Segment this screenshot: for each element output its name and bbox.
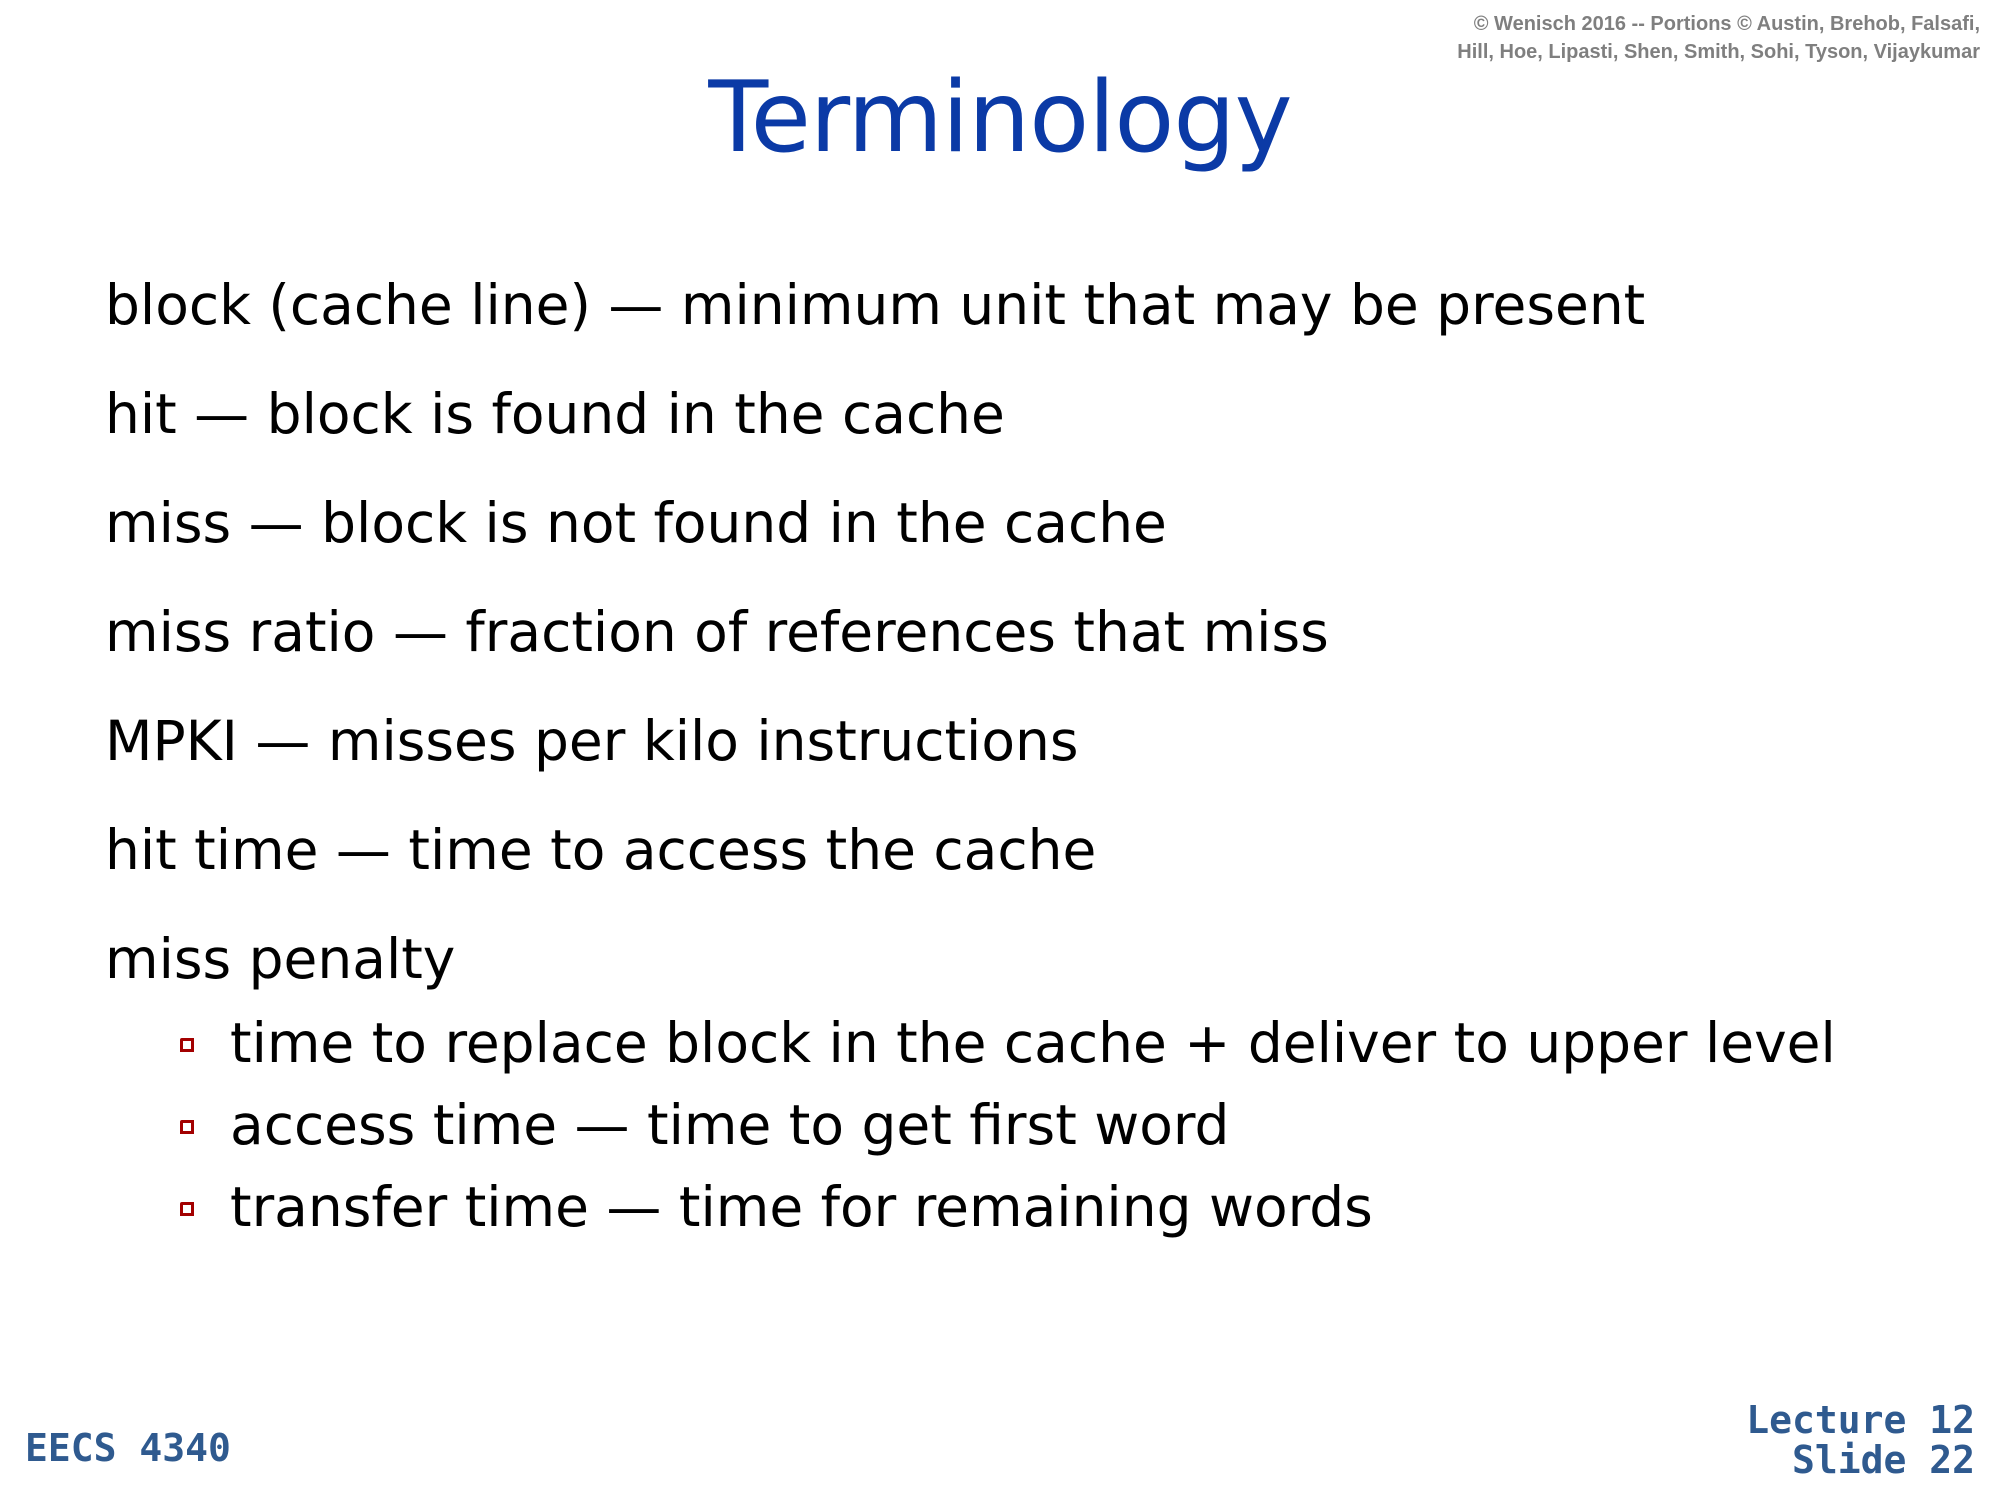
- term-miss: miss — block is not found in the cache: [105, 491, 1167, 555]
- lecture-number: Lecture 12: [1746, 1398, 1975, 1442]
- sub-item-transfer-time: [230, 1172, 1373, 1242]
- term-miss-ratio: miss ratio — fraction of references that miss: [105, 600, 1329, 664]
- square-bullet-icon: [180, 1120, 194, 1134]
- copyright-line-1: © Wenisch 2016 -- Portions © Austin, Brehob, Falsafi,: [1473, 13, 1980, 35]
- square-bullet-icon: [180, 1038, 194, 1052]
- term-hit-time: hit time — time to access the cache: [105, 818, 1097, 882]
- sub-item-text: transfer time — time for remaining words: [230, 1175, 1373, 1239]
- sub-item-text: time to replace block in the cache + deliver to upper level: [230, 1011, 1836, 1075]
- square-bullet-icon: [180, 1202, 194, 1216]
- term-miss-penalty: miss penalty: [105, 927, 456, 991]
- sub-item-access-time: [230, 1090, 1229, 1160]
- sub-item-text: access time — time to get first word: [230, 1093, 1230, 1157]
- slide-info: [1746, 1400, 1975, 1480]
- term-mpki: MPKI — misses per kilo instructions: [105, 709, 1079, 773]
- slide-title: Terminology: [708, 61, 1292, 175]
- term-hit: hit — block is found in the cache: [105, 382, 1005, 446]
- sub-item-replace-time: [230, 1008, 1836, 1078]
- copyright-line-2: Hill, Hoe, Lipasti, Shen, Smith, Sohi, Tyson, Vijaykumar: [1457, 41, 1980, 63]
- term-block: block (cache line) — minimum unit that may be present: [105, 273, 1646, 337]
- slide-number: Slide 22: [1791, 1438, 1975, 1482]
- course-label: EECS 4340: [25, 1426, 231, 1470]
